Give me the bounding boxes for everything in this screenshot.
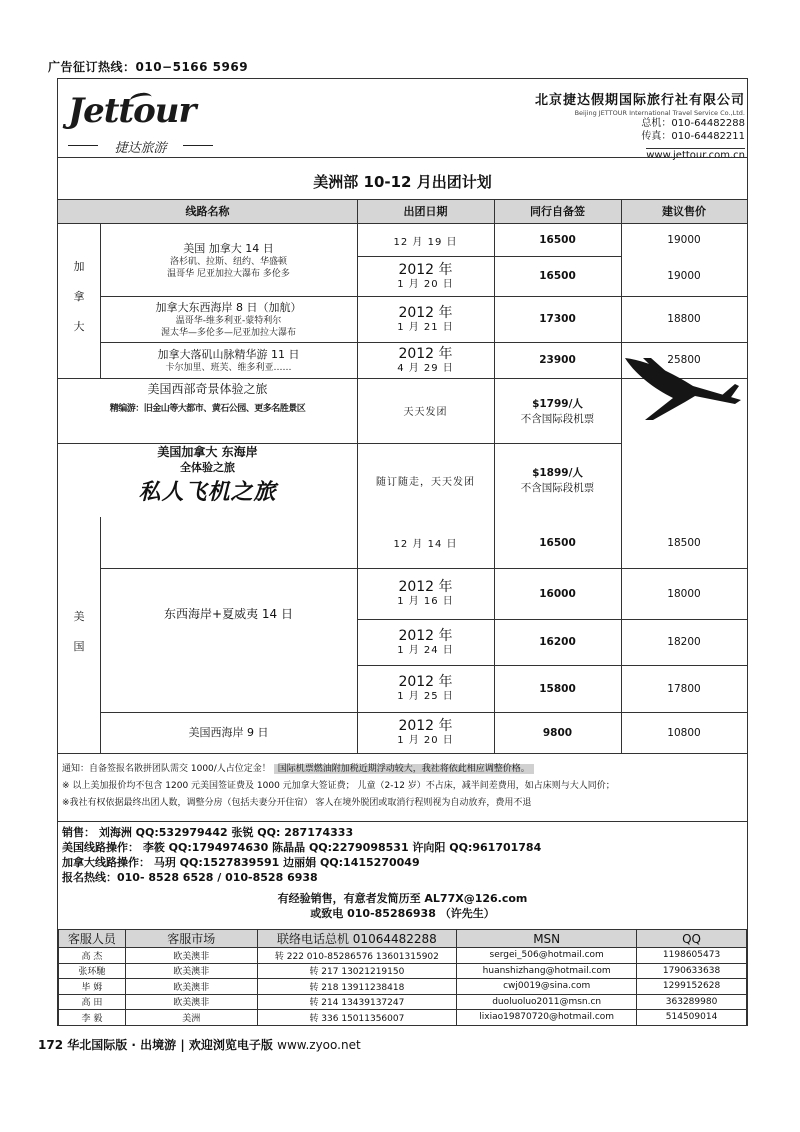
staff-phone: 转 336 15011356007 <box>257 1010 457 1026</box>
departure-year: 2012 年 <box>398 261 453 278</box>
route-coasts-hawaii-14 <box>100 517 357 712</box>
staff-name: 李 毅 <box>59 1010 126 1026</box>
staff-qq: 1790633638 <box>637 963 747 979</box>
staff-msn: sergei_506@hotmail.com <box>457 948 637 964</box>
staff-header: MSN <box>457 930 637 948</box>
visa-price: $1799/人 <box>532 397 583 410</box>
route-private-jet <box>58 443 357 517</box>
visa-price: 16500 <box>539 270 576 282</box>
footer-section: 华北国际版 · 出境游 <box>67 1038 177 1052</box>
staff-name: 张环馳 <box>59 963 126 979</box>
route-us-west-9 <box>100 712 357 753</box>
contact-sales: 销售： 刘海洲 QQ:532979442 张锐 QQ: 287174333 <box>62 826 354 839</box>
suggested-price: 18500 <box>667 536 701 549</box>
route-stops: 精编游：旧金山等大都市、黄石公园、更多名胜景区 <box>109 404 306 414</box>
logo-brand: Jettour <box>68 91 196 131</box>
visa-price: $1899/人 <box>532 467 583 479</box>
route-title: 美国西海岸 9 日 <box>188 726 269 739</box>
price-cell <box>621 712 747 753</box>
departure-day: 1 月 20 日 <box>397 735 454 746</box>
staff-header: QQ <box>637 930 747 948</box>
departure-year: 2012 年 <box>398 345 453 362</box>
staff-msn: huanshizhang@hotmail.com <box>457 963 637 979</box>
date-cell <box>357 342 494 378</box>
staff-qq: 514509014 <box>637 1010 747 1026</box>
date-cell <box>357 256 494 296</box>
staff-qq: 1198605473 <box>637 948 747 964</box>
schedule-table <box>58 199 747 752</box>
route-usa-canada-14 <box>100 224 357 296</box>
visa-cell <box>494 378 621 443</box>
staff-row <box>59 994 747 1010</box>
departure-year: 2012 年 <box>398 304 453 321</box>
route-title: 东西海岸+夏威夷 14 日 <box>164 607 293 621</box>
staff-market: 欧美澳非 <box>125 948 257 964</box>
contact-usa-ops: 美国线路操作： 李筱 QQ:1794974630 陈晶晶 QQ:2279098531 许向阳 QQ:961701784 <box>62 841 542 854</box>
visa-price: 23900 <box>539 354 576 366</box>
visa-price: 16200 <box>539 636 576 648</box>
date-cell <box>357 517 494 568</box>
notice-rights: ※我社有权依据最终出团人数，调整分房（包括夫妻分开住宿） 客人在境外脱团或取消行程则视为自动放弃，费用不退 <box>62 798 532 808</box>
region-canada <box>58 252 100 342</box>
price-cell <box>621 665 747 712</box>
staff-phone: 转 214 13439137247 <box>257 994 457 1010</box>
price-cell <box>621 568 747 619</box>
staff-name: 高 田 <box>59 994 126 1010</box>
staff-row <box>59 979 747 995</box>
contact-canada-ops: 加拿大线路操作： 马玥 QQ:1527839591 边丽娟 QQ:1415270049 <box>62 856 420 869</box>
price-cell <box>621 517 747 568</box>
suggested-price: 25800 <box>667 354 701 366</box>
staff-phone: 转 222 010-85286576 13601315902 <box>257 948 457 964</box>
departure-year: 2012 年 <box>398 718 453 734</box>
departure-date: 12 月 19 日 <box>393 236 458 248</box>
header-date: 出团日期 <box>357 200 494 224</box>
staff-market: 欧美澳非 <box>125 994 257 1010</box>
footer-site-link[interactable]: www.zyoo.net <box>277 1038 361 1052</box>
route-title: 美国 加拿大 14 日 <box>183 241 274 255</box>
staff-header: 客服人员 <box>59 930 126 948</box>
visa-cell <box>494 224 621 256</box>
date-cell <box>357 296 494 342</box>
page-title: 美洲部 10-12 月出团计划 <box>313 173 492 191</box>
staff-msn: lixiao19870720@hotmail.com <box>457 1010 637 1026</box>
departure-day: 1 月 16 日 <box>397 596 454 607</box>
visa-price: 16000 <box>539 587 576 600</box>
date-cell <box>357 443 494 517</box>
visa-cell <box>494 665 621 712</box>
table-bottom <box>58 753 747 754</box>
price-cell <box>621 296 747 342</box>
staff-row <box>59 1010 747 1026</box>
route-us-west <box>58 378 357 443</box>
departure-year: 2012 年 <box>398 579 453 595</box>
route-title: 美国西部奇景体验之旅 <box>147 382 268 396</box>
page-frame <box>57 78 748 1026</box>
staff-name: 高 杰 <box>59 948 126 964</box>
region-char: 美 <box>73 610 85 623</box>
staff-phone: 转 217 13021219150 <box>257 963 457 979</box>
suggested-price: 10800 <box>667 726 701 739</box>
notice-fuel-surcharge: 国际机票燃油附加税近期浮动较大，我社将依此相应调整价格。 <box>274 764 534 774</box>
airplane-icon <box>623 354 743 424</box>
staff-market: 美洲 <box>125 1010 257 1026</box>
date-cell <box>357 224 494 256</box>
departure-day: 1 月 24 日 <box>397 644 454 656</box>
visa-price: 9800 <box>542 726 573 739</box>
date-cell <box>357 619 494 665</box>
header-price: 建议售价 <box>621 200 747 224</box>
staff-msn: cwj0019@sina.com <box>457 979 637 995</box>
price-cell <box>621 256 747 296</box>
visa-price: 16500 <box>539 536 576 549</box>
staff-market: 欧美澳非 <box>125 963 257 979</box>
route-stops: 温哥华 尼亚加拉大瀑布 多伦多 <box>167 268 290 279</box>
departure-date: 随订随走，天天发团 <box>376 476 475 488</box>
visa-cell <box>494 619 621 665</box>
notice-block <box>62 761 745 812</box>
company-name-en: Beijing JETTOUR International Travel Service Co.,Ltd. <box>574 109 745 117</box>
jettour-logo <box>68 91 213 156</box>
footer-slogan: 欢迎浏览电子版 <box>188 1038 273 1052</box>
departure-year: 2012 年 <box>398 627 453 644</box>
visa-note: 不含国际段机票 <box>520 412 595 425</box>
date-cell <box>357 568 494 619</box>
date-cell <box>357 665 494 712</box>
suggested-price: 18000 <box>667 587 701 600</box>
staff-table <box>58 929 747 1026</box>
visa-cell <box>494 342 621 378</box>
route-subtitle: 全体验之旅 <box>180 461 235 474</box>
visa-cell <box>494 296 621 342</box>
visa-cell <box>494 568 621 619</box>
recruitment-notice <box>58 891 747 921</box>
region-char: 国 <box>73 640 85 653</box>
staff-row <box>59 948 747 964</box>
route-rockies-11 <box>100 342 357 378</box>
header-route: 线路名称 <box>58 200 357 224</box>
company-website[interactable]: www.jettour.com.cn <box>646 150 745 161</box>
staff-header: 联络电话总机 01064482288 <box>257 930 457 948</box>
region-usa <box>58 602 100 662</box>
company-name-cn: 北京捷达假期国际旅行社有限公司 <box>534 93 745 108</box>
price-cell <box>621 224 747 256</box>
region-char: 加 <box>73 260 85 273</box>
staff-header: 客服市场 <box>125 930 257 948</box>
departure-day: 1 月 21 日 <box>397 321 454 333</box>
header-divider <box>58 157 747 158</box>
region-char: 大 <box>73 320 85 333</box>
contact-block <box>62 825 745 885</box>
logo-subtitle: 捷达旅游 <box>68 137 213 156</box>
route-tagline: 私人飞机之旅 <box>138 480 277 505</box>
date-cell <box>357 712 494 753</box>
region-char: 拿 <box>73 290 85 303</box>
header-visa: 同行自备签 <box>494 200 621 224</box>
visa-price: 17300 <box>539 313 576 325</box>
departure-date: 天天发团 <box>403 407 448 418</box>
staff-row <box>59 963 747 979</box>
staff-phone: 转 218 13911238418 <box>257 979 457 995</box>
route-canada-coasts-8 <box>100 296 357 342</box>
route-title: 美国加拿大 东海岸 <box>157 445 258 459</box>
staff-qq: 1299152628 <box>637 979 747 995</box>
visa-cell <box>494 517 621 568</box>
route-stops: 渥太华—多伦多—尼亚加拉大瀑布 <box>160 327 296 338</box>
departure-day: 1 月 20 日 <box>397 278 454 290</box>
suggested-price: 18800 <box>667 313 701 325</box>
route-title: 加拿大东西海岸 8 日（加航） <box>155 300 302 314</box>
visa-note: 不含国际段机票 <box>520 482 595 494</box>
recruit-email: 有经验销售，有意者发简历至 AL77X@126.com <box>277 892 528 905</box>
staff-name: 毕 姆 <box>59 979 126 995</box>
notice-line <box>62 761 745 778</box>
route-title: 加拿大落矶山脉精华游 11 日 <box>157 347 300 361</box>
date-cell <box>357 378 494 443</box>
departure-day: 1 月 25 日 <box>397 691 454 702</box>
contact-hotline: 报名热线：010- 8528 6528 / 010-8528 6938 <box>62 871 318 884</box>
departure-day: 4 月 29 日 <box>397 362 454 374</box>
notice-visa-fee: ※ 以上美加报价均不包含 1200 元美国签证费及 1000 元加拿大签证费； 儿童（2-12 岁）不占床，减半间差费用，如占床则与大人同价； <box>62 781 615 791</box>
page-number: 172 <box>38 1038 64 1052</box>
suggested-price: 17800 <box>667 682 701 695</box>
notice-deposit: 通知：自备签报名散拼团队需交 1000/人占位定金！ <box>62 764 271 774</box>
page-footer: 172 华北国际版 · 出境游 | 欢迎浏览电子版 www.zyoo.net <box>38 1038 361 1052</box>
ad-hotline: 广告征订热线：010−5166 5969 <box>48 60 249 74</box>
staff-qq: 363289980 <box>637 994 747 1010</box>
suggested-price: 18200 <box>667 636 701 648</box>
staff-market: 欧美澳非 <box>125 979 257 995</box>
recruit-phone: 或致电 010-85286938 （许先生） <box>310 907 495 920</box>
suggested-price: 19000 <box>667 270 701 282</box>
visa-price: 15800 <box>539 682 576 695</box>
visa-price: 16500 <box>539 234 576 246</box>
visa-cell <box>494 443 621 517</box>
suggested-price: 19000 <box>667 234 701 246</box>
notes-divider <box>58 821 747 822</box>
company-phone: 总机：010-64482288 <box>641 118 745 129</box>
departure-year: 2012 年 <box>398 674 453 690</box>
visa-cell <box>494 256 621 296</box>
route-stops: 温哥华-维多利亚-蒙特利尔 <box>175 315 282 326</box>
departure-date: 12 月 14 日 <box>393 539 458 550</box>
visa-cell <box>494 712 621 753</box>
staff-msn: duoluoluo2011@msn.cn <box>457 994 637 1010</box>
company-fax: 传真：010-64482211 <box>641 131 745 142</box>
price-cell <box>621 619 747 665</box>
company-info <box>525 89 745 162</box>
route-stops: 卡尔加里、班芙、维多利亚…… <box>165 362 292 373</box>
route-stops: 洛杉矶、拉斯、纽约、华盛顿 <box>169 256 287 267</box>
